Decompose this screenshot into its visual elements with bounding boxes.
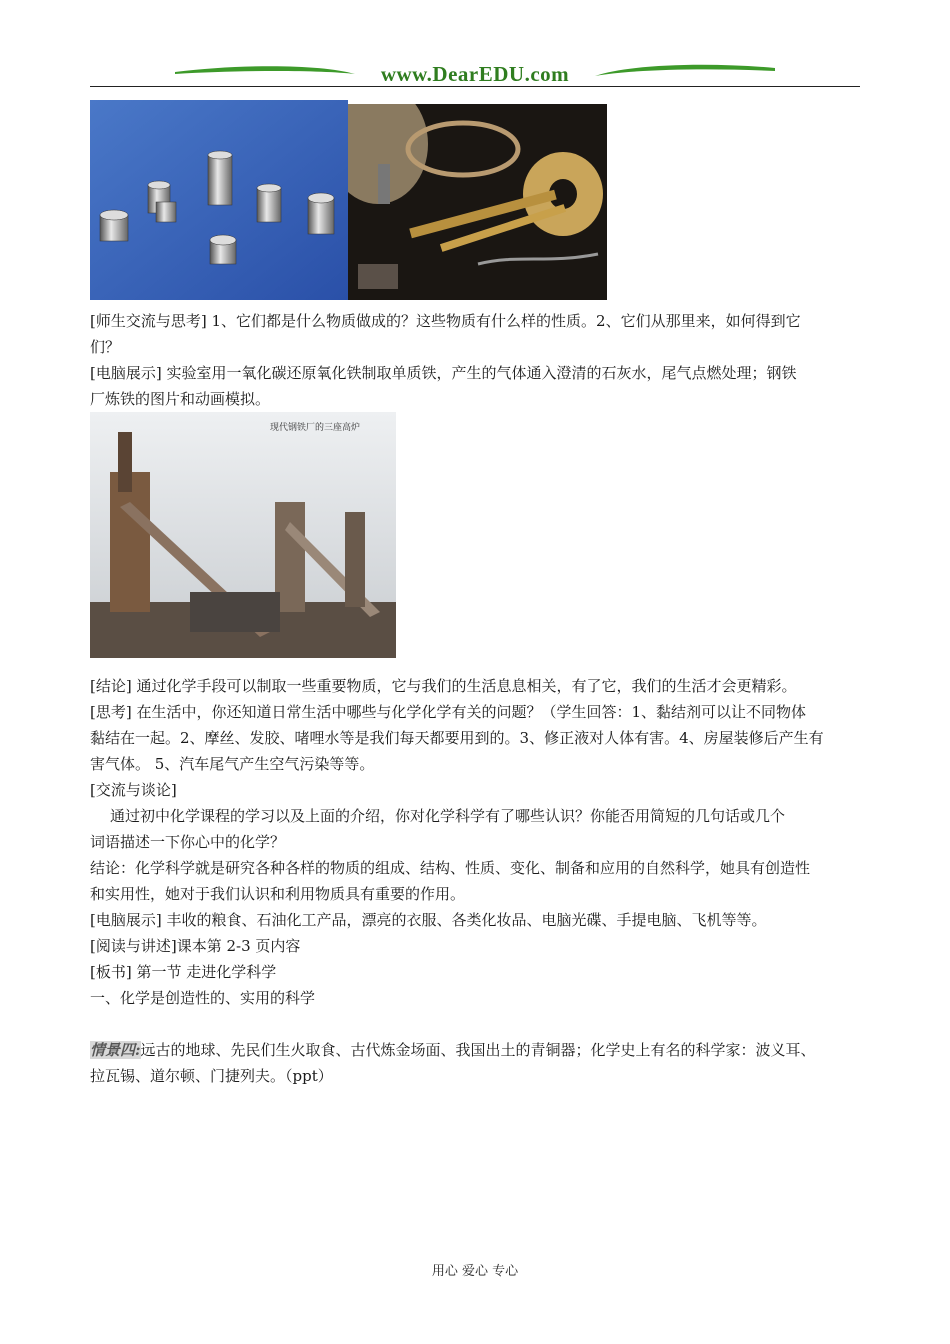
paragraph-blackboard: [板书] 第一节 走进化学科学: [90, 963, 277, 981]
paragraph-think-cont-2: 害气体。 5、汽车尾气产生空气污染等等。: [90, 755, 375, 773]
paragraph-conclusion-2-cont: 和实用性，她对于我们认识和利用物质具有重要的作用。: [90, 885, 466, 903]
paragraph-exchange-body: 通过初中化学课程的学习以及上面的介绍，你对化学科学有了哪些认识？你能否用简短的几句话或几个: [110, 807, 786, 825]
paragraph-conclusion: [结论] 通过化学手段可以制取一些重要物质，它与我们的生活息息相关，有了它，我们的生活才会更精彩。: [90, 677, 797, 695]
blast-furnace-photo: [90, 412, 396, 658]
paragraph-exchange-body-cont: 词语描述一下你心中的化学？: [90, 833, 286, 851]
paragraph-teacher-student-discussion-cont: 们？: [90, 338, 121, 356]
metal-parts-photo: [348, 104, 607, 300]
section-heading: 一、化学是创造性的、实用的科学: [90, 989, 316, 1007]
page-header: [90, 60, 860, 90]
paragraph-reading: [阅读与讲述]课本第 2-3 页内容: [90, 937, 301, 955]
paragraph-computer-display-2: [电脑展示] 丰收的粮食、石油化工产品，漂亮的衣服、各类化妆品、电脑光碟、手提电脑、飞机等等。: [90, 911, 767, 929]
page-footer: 用心 爱心 专心: [431, 1264, 519, 1279]
scene-four-label: 情景四:: [90, 1041, 141, 1059]
header-rule: [90, 86, 860, 87]
site-logo-text: www.DearEDU.com: [380, 62, 570, 86]
paragraph-scene-four-cont: 拉瓦锡、道尔顿、门捷列夫。（ppt）: [90, 1067, 333, 1085]
paragraph-conclusion-2: 结论：化学科学就是研究各种各样的物质的组成、结构、性质、变化、制备和应用的自然科学，她具有创造性: [90, 859, 811, 877]
paragraph-computer-display-1: [电脑展示] 实验室用一氧化碳还原氧化铁制取单质铁，产生的气体通入澄清的石灰水，尾气点燃处理；钢铁: [90, 364, 797, 382]
paragraph-computer-display-1-cont: 厂炼铁的图片和动画模拟。: [90, 390, 271, 408]
paragraph-teacher-student-discussion: [师生交流与思考] 1、它们都是什么物质做成的？这些物质有什么样的性质。2、它们从那里来，如何得到它: [90, 312, 801, 330]
blast-furnace-caption: 现代钢铁厂的三座高炉: [270, 423, 361, 433]
paragraph-think-cont-1: 黏结在一起。2、摩丝、发胶、啫哩水等是我们每天都要用到的。3、修正液对人体有害。4、房屋装修后产生有: [90, 729, 824, 747]
paragraph-scene-four: [90, 1037, 816, 1063]
paragraph-think: [思考] 在生活中，你还知道日常生活中哪些与化学化学有关的问题？（学生回答：1、黏结剂可以让不同物体: [90, 703, 807, 721]
scene-four-text: 远古的地球、先民们生火取食、古代炼金场面、我国出土的青铜器；化学史上有名的科学家：波义耳、: [140, 1041, 816, 1059]
paragraph-exchange-heading: [交流与谈论]: [90, 781, 177, 799]
metal-cylinders-photo: [90, 100, 348, 300]
